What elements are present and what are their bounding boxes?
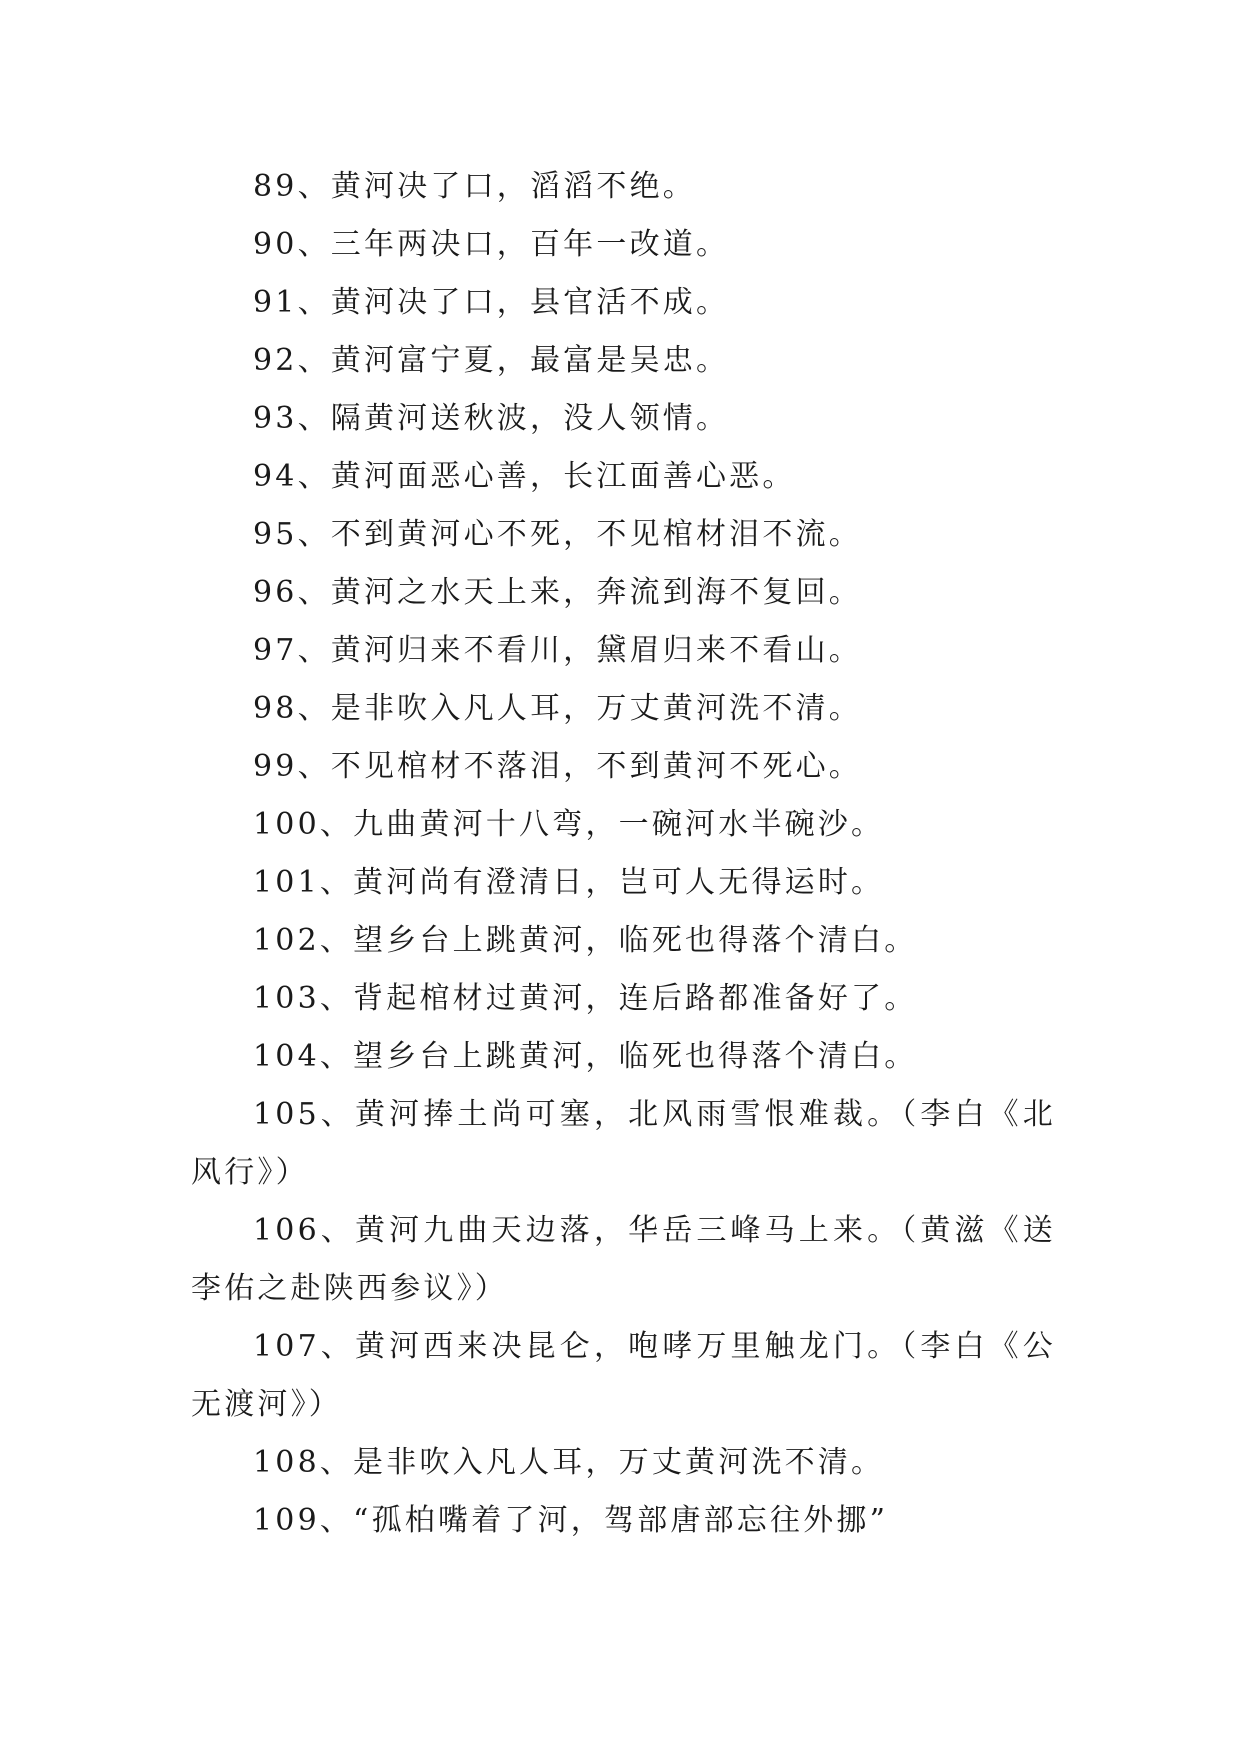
document-body (191, 158, 1056, 1550)
list-item: 98、是非吹入凡人耳，万丈黄河洗不清。 (253, 691, 862, 726)
list-item: 102、望乡台上跳黄河，临死也得落个清白。 (253, 923, 918, 958)
list-item: 94、黄河面恶心善，长江面善心恶。 (253, 459, 796, 494)
list-item: 109、“孤柏嘴着了河，驾部唐部忘往外挪” (253, 1503, 889, 1538)
list-item: 95、不到黄河心不死，不见棺材泪不流。 (253, 517, 862, 552)
list-item: 100、九曲黄河十八弯，一碗河水半碗沙。 (253, 807, 885, 842)
list-item: 103、背起棺材过黄河，连后路都准备好了。 (253, 981, 918, 1016)
list-item: 91、黄河决了口，县官活不成。 (253, 285, 730, 320)
list-item: 107、黄河西来决昆仑，咆哮万里触龙门。（李白《公无渡河》） (191, 1329, 1056, 1422)
list-item: 104、望乡台上跳黄河，临死也得落个清白。 (253, 1039, 918, 1074)
list-item: 89、黄河决了口，滔滔不绝。 (253, 169, 696, 204)
list-item: 93、隔黄河送秋波，没人领情。 (253, 401, 730, 436)
list-item: 97、黄河归来不看川，黛眉归来不看山。 (253, 633, 862, 668)
list-item: 99、不见棺材不落泪，不到黄河不死心。 (253, 749, 862, 784)
list-item: 96、黄河之水天上来，奔流到海不复回。 (253, 575, 862, 610)
list-item: 105、黄河捧土尚可塞，北风雨雪恨难裁。（李白《北风行》） (191, 1097, 1056, 1190)
list-item: 92、黄河富宁夏，最富是吴忠。 (253, 343, 730, 378)
list-item: 106、黄河九曲天边落，华岳三峰马上来。（黄滋《送李佑之赴陕西参议》） (191, 1213, 1056, 1306)
list-item: 101、黄河尚有澄清日，岂可人无得运时。 (253, 865, 885, 900)
list-item: 108、是非吹入凡人耳，万丈黄河洗不清。 (253, 1445, 885, 1480)
list-item: 90、三年两决口，百年一改道。 (253, 227, 730, 262)
